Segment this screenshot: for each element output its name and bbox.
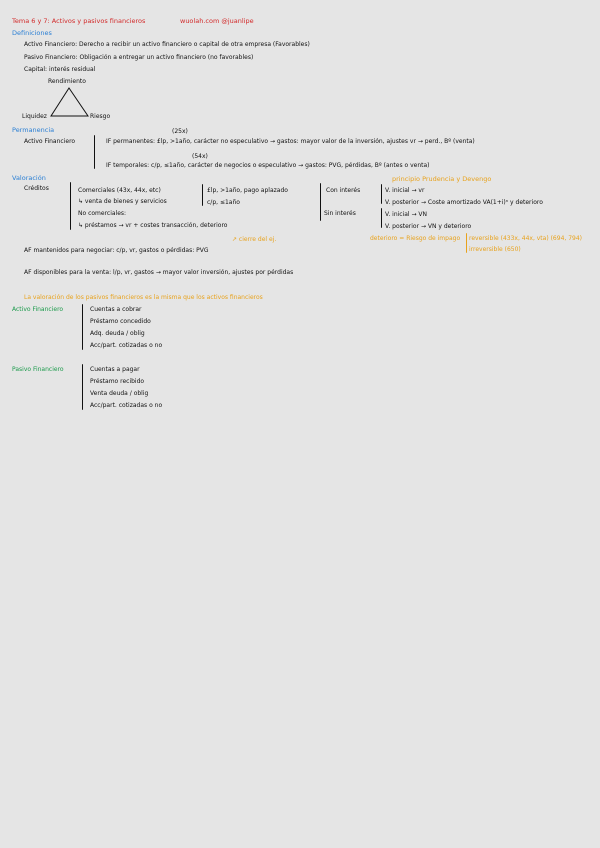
af-venta: AF disponibles para la venta: l/p, vr, gastos → mayor valor inversión, ajustes por pérdidas [24,269,294,276]
deterioro-note: deterioro = Riesgo de impago [370,235,461,242]
triangle-top-label: Rendimiento [48,78,86,85]
def-activo: Activo Financiero: Derecho a recibir un activo financiero o capital de otra empresa (Favorables) [24,41,310,48]
credito-item-2: ↳ venta de bienes y servicios [78,198,167,205]
valoracion-heading: Valoración [12,174,46,182]
list-item: Cuentas a cobrar [90,306,142,313]
plazo-lp: £lp, >1año, pago aplazado [207,187,288,194]
valor-1: V. inicial → vr [385,187,425,194]
if-permanentes: IF permanentes: £lp, >1año, carácter no especulativo → gastos: mayor valor de la inversión, ajustes vr → perd., Bº (venta) [106,138,475,145]
def-pasivo: Pasivo Financiero: Obligación a entregar un activo financiero (no favorables) [24,54,254,61]
creditos-label: Créditos [24,185,49,192]
triangle-diagram [0,0,1,1]
if-temporales: IF temporales: c/p, ≤1año, carácter de negocios o especulativo → gastos: PVG, pérdidas, Bº (antes o venta) [106,162,430,169]
reversible-note: reversible (433x, 44x, vta) (694, 794) [469,235,582,242]
principio-note: principio Prudencia y Devengo [392,175,492,183]
permanencia-heading: Permanencia [12,126,55,134]
interes-brace [320,183,321,221]
list-item: Venta deuda / oblig [90,390,149,397]
list-item: Adq. deuda / oblig [90,330,145,337]
sin-interes: Sin interés [324,210,356,217]
definiciones-heading: Definiciones [12,29,52,37]
permanencia-label: Activo Financiero [24,138,76,145]
pasivo-financiero-brace [82,364,83,410]
list-item: Préstamo concedido [90,318,151,325]
activo-financiero-heading: Activo Financiero [12,306,64,313]
irreversible-note: irreversible (650) [469,246,521,253]
list-item: Acc/part. cotizadas o no [90,342,163,349]
deterioro-brace [466,233,467,253]
plazo-cp: c/p, ≤1año [207,199,240,206]
page-title: Tema 6 y 7: Activos y pasivos financieros [12,17,146,25]
creditos-brace [70,182,71,230]
plazos-brace [202,184,203,206]
note-54x: (54x) [192,153,208,160]
list-item: Acc/part. cotizadas o no [90,402,163,409]
sin-interes-brace [381,208,382,228]
valor-4: V. posterior → VN y deterioro [385,223,472,230]
permanencia-brace [94,135,95,169]
valor-2: V. posterior → Coste amortizado VA(1+i)ⁿ y deterioro [385,199,543,206]
pasivo-financiero-heading: Pasivo Financiero [12,366,64,373]
con-interes: Con interés [326,187,361,194]
credito-item-3: No comerciales: [78,210,127,217]
credito-item-1: Comerciales (43x, 44x, etc) [78,187,161,194]
source-credit: wuolah.com @juanlipe [180,17,254,25]
cierre-note: ↗ cierre del ej. [232,236,277,243]
activo-financiero-brace [82,304,83,350]
note-25x: (25x) [172,128,188,135]
list-item: Cuentas a pagar [90,366,140,373]
triangle-right-label: Riesgo [90,113,111,120]
valor-3: V. inicial → VN [385,211,428,218]
af-negociar: AF mantenidos para negociar: c/p, vr, gastos o pérdidas: PVG [24,247,209,254]
valoracion-pasivos-note: La valoración de los pasivos financieros es la misma que los activos financieros [24,294,263,301]
list-item: Préstamo recibido [90,378,145,385]
def-capital: Capital: interés residual [24,66,96,73]
credito-item-4: ↳ préstamos → vr + costes transacción, deterioro [78,222,228,229]
triangle-left-label: Liquidez [22,113,47,120]
con-interes-brace [381,184,382,204]
